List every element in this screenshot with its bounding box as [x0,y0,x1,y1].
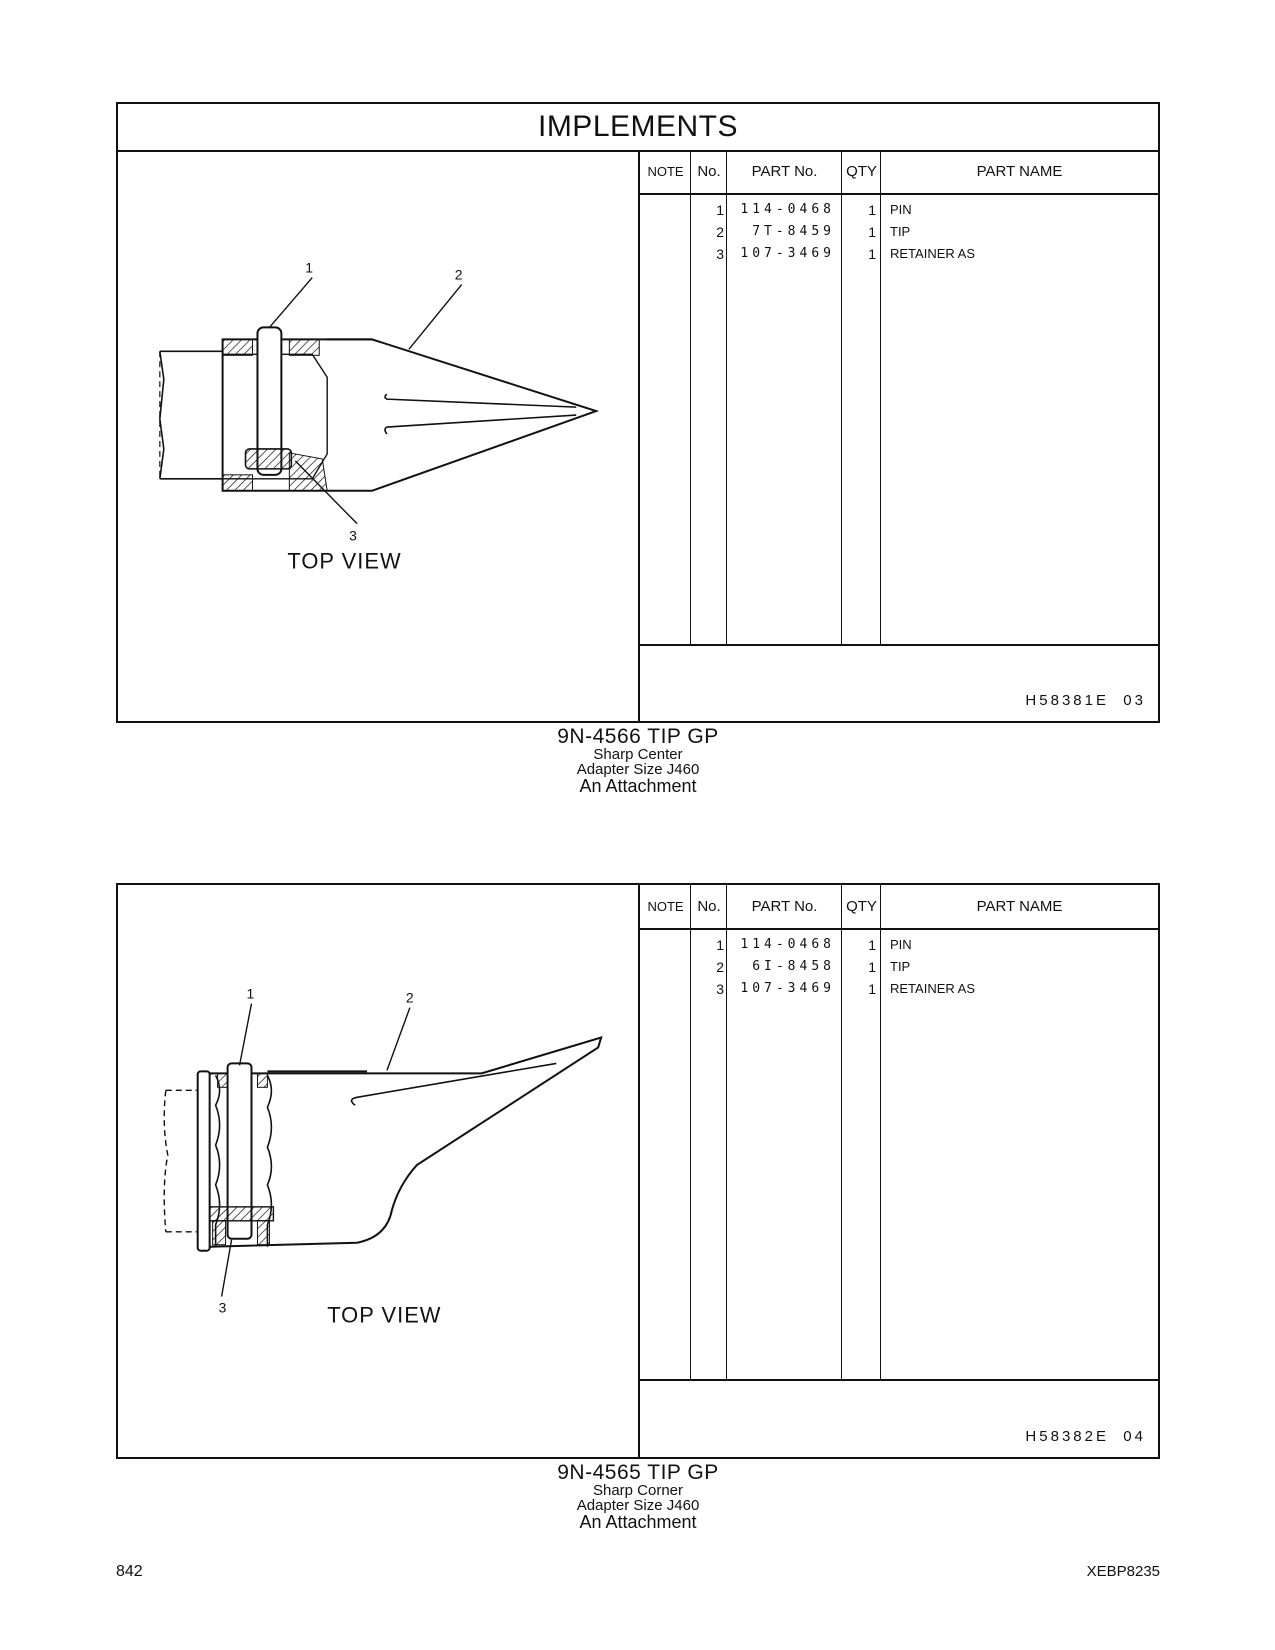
caption-1 [116,726,1160,795]
table-row [640,981,1158,1003]
view-label: TOP VIEW [327,1302,442,1328]
row-part-name: RETAINER AS [890,246,976,261]
section-banner: IMPLEMENTS [118,104,1158,152]
illustration-code: H58381E 03 [1025,692,1146,709]
header-part-no: PART No. [751,898,818,915]
illustration-center-tip [118,150,640,721]
row-part-name: TIP [890,959,911,974]
view-label: TOP VIEW [287,548,402,574]
caption-line: Adapter Size J460 [576,761,700,778]
table-body [640,928,1158,1381]
row-part-name: PIN [890,937,912,952]
caption-title: 9N-4566 TIP GP [557,725,719,748]
document-code: XEBP8235 [1086,1563,1160,1580]
row-qty: 1 [868,937,876,953]
parts-section-1 [116,102,1160,723]
table-row [640,202,1158,224]
page-number: 842 [116,1563,143,1580]
table-row [640,937,1158,959]
header-no: No. [697,898,721,915]
caption-2 [116,1462,1160,1531]
row-part-no: 7T-8459 [752,224,835,239]
header-no: No. [697,163,721,180]
caption-line: An Attachment [579,776,697,796]
row-part-no: 114-0468 [740,202,835,217]
header-qty: QTY [846,898,877,915]
callout-1: 1 [305,259,314,276]
row-qty: 1 [868,959,876,975]
caption-line: Sharp Corner [592,1482,684,1499]
tip-drawing [118,885,638,1457]
row-part-name: TIP [890,224,911,239]
row-part-no: 107-3469 [740,981,835,996]
parts-table-1 [640,150,1158,721]
row-qty: 1 [868,981,876,997]
parts-section-2 [116,883,1160,1459]
caption-line: Adapter Size J460 [576,1497,700,1514]
caption-line: Sharp Center [593,746,683,763]
illustration-code: H58382E 04 [1025,1428,1146,1445]
row-no: 3 [716,981,724,997]
callout-3: 3 [218,1299,227,1316]
header-note: NOTE [647,164,684,179]
table-body [640,193,1158,646]
row-qty: 1 [868,224,876,240]
illustration-corner-tip [118,885,640,1457]
row-no: 2 [716,959,724,975]
caption-title: 9N-4565 TIP GP [557,1461,719,1484]
row-qty: 1 [868,202,876,218]
row-part-name: RETAINER AS [890,981,976,996]
callout-2: 2 [405,989,414,1006]
table-row [640,959,1158,981]
table-row [640,224,1158,246]
row-no: 1 [716,937,724,953]
row-part-name: PIN [890,202,912,217]
header-part-name: PART NAME [976,898,1063,915]
header-part-name: PART NAME [976,163,1063,180]
row-no: 1 [716,202,724,218]
row-part-no: 107-3469 [740,246,835,261]
row-no: 2 [716,224,724,240]
callout-1: 1 [246,985,255,1002]
header-note: NOTE [647,899,684,914]
header-part-no: PART No. [751,163,818,180]
tip-drawing [118,150,638,721]
table-row [640,246,1158,268]
row-qty: 1 [868,246,876,262]
callout-3: 3 [349,527,357,544]
row-part-no: 114-0468 [740,937,835,952]
callout-2: 2 [454,266,463,283]
parts-table-2 [640,885,1158,1457]
header-qty: QTY [846,163,877,180]
row-no: 3 [716,246,724,262]
row-part-no: 6I-8458 [752,959,835,974]
caption-line: An Attachment [579,1512,697,1532]
